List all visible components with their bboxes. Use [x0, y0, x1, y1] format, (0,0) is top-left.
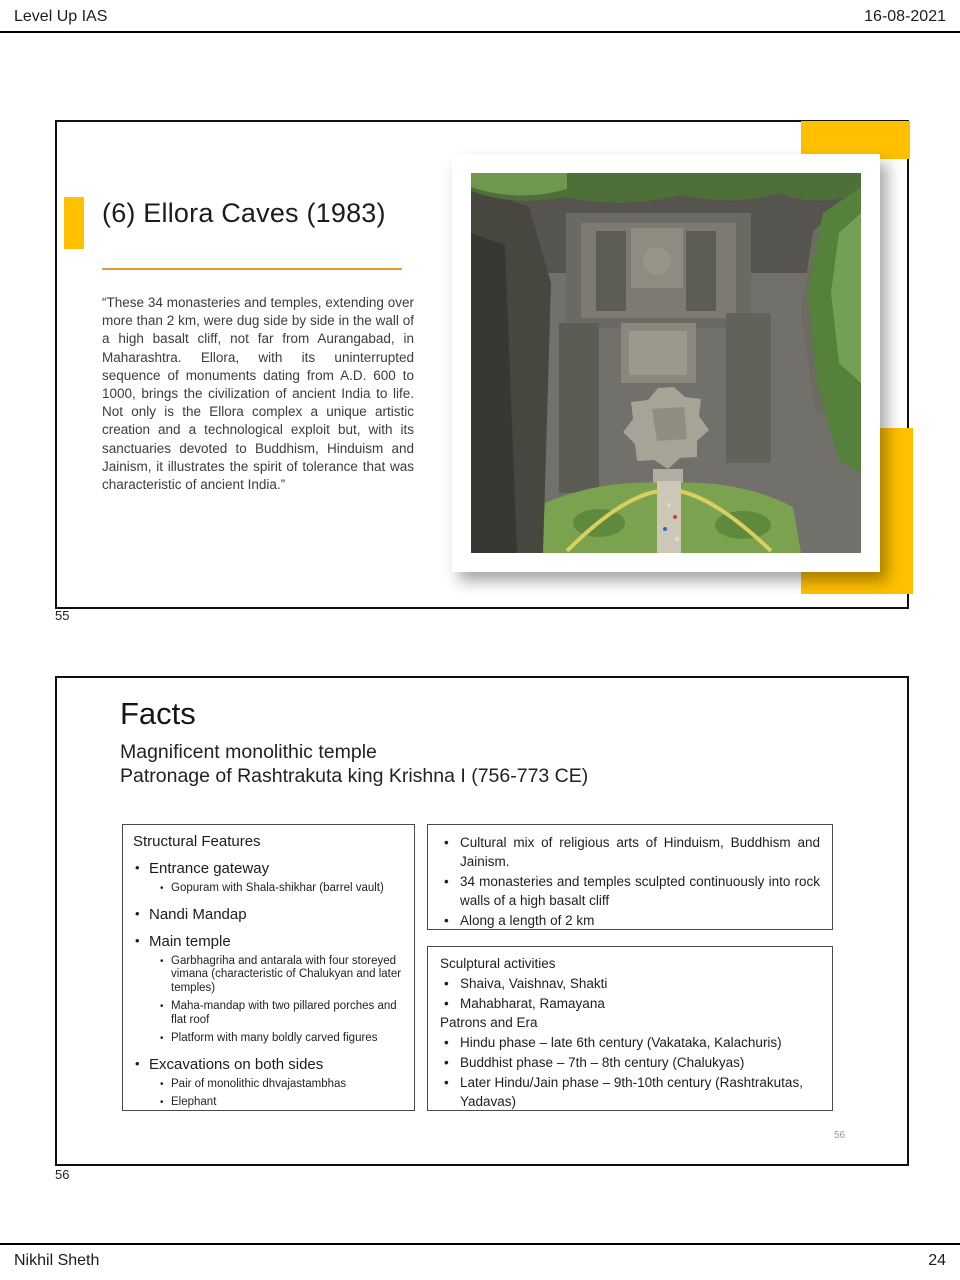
- sculptural-heading: Sculptural activities: [440, 956, 556, 971]
- footer-divider: [0, 1243, 960, 1245]
- ellora-aerial-photo: [471, 173, 861, 553]
- list-item: • Nandi Mandap: [133, 906, 404, 923]
- overview-list: [440, 833, 820, 930]
- footer-author: Nikhil Sheth: [14, 1252, 100, 1269]
- footer-page-number: 24: [928, 1252, 946, 1269]
- header-date: 16-08-2021: [864, 8, 946, 25]
- sculptural-activities-box: [427, 946, 833, 1111]
- structural-features-heading: Structural Features: [133, 833, 261, 850]
- unesco-quote-text: “These 34 monasteries and temples, extending over more than 2 km, were dug side by side in the wall of a high basalt cliff, not far from Aurangabad, in Maharashtra. Ellora, with its uninterrupted sequence of monuments dating from A.D. 600 to 1000, brings the civilization of ancient India to life. Not only is the Ellora complex a unique artistic creation and a technological exploit but, with its sanctuaries devoted to Buddhism, Hinduism and Jainism, it illustrates the spirit of tolerance that was characteristic of ancient India.”: [102, 295, 414, 493]
- slide-ellora-caves: [55, 120, 909, 609]
- slide-55-page-number: 55: [55, 608, 70, 623]
- title-accent-bar: [64, 197, 84, 249]
- list-item: • Garbhagriha and antarala with four storeyed vimana (characteristic of Chalukyan and later temples): [157, 955, 404, 996]
- patrons-era-heading: Patrons and Era: [440, 1015, 538, 1030]
- slide-title: (6) Ellora Caves (1983): [102, 198, 386, 228]
- list-item: • Mahabharat, Ramayana: [440, 994, 820, 1013]
- facts-title: Facts: [120, 696, 196, 731]
- patrons-era-list: [440, 1033, 820, 1111]
- list-item: • Elephant: [157, 1096, 404, 1110]
- temple-structures: [559, 213, 771, 497]
- list-item: • Later Hindu/Jain phase – 9th-10th century (Rashtrakutas, Yadavas): [440, 1073, 820, 1111]
- overview-box: [427, 824, 833, 930]
- list-item: • Platform with many boldly carved figures: [157, 1032, 404, 1046]
- header-title: Level Up IAS: [14, 8, 108, 25]
- title-underline: [102, 268, 402, 270]
- slide-corner-number: 56: [834, 1130, 846, 1141]
- list-item: • 34 monasteries and temples sculpted continuously into rock walls of a high basalt cliff: [440, 872, 820, 910]
- structural-features-list: [133, 860, 404, 1110]
- slide-facts: [55, 676, 909, 1166]
- list-item: • Maha-mandap with two pillared porches and flat roof: [157, 1000, 404, 1027]
- list-item: • Entrance gateway: [133, 860, 404, 877]
- photo-card: [452, 154, 880, 572]
- list-item: • Buddhist phase – 7th – 8th century (Chalukyas): [440, 1053, 820, 1072]
- list-item: • Cultural mix of religious arts of Hinduism, Buddhism and Jainism.: [440, 833, 820, 871]
- list-item: • Hindu phase – late 6th century (Vakataka, Kalachuris): [440, 1033, 820, 1052]
- sculptural-list: [440, 974, 820, 1013]
- list-item: • Main temple: [133, 933, 404, 950]
- list-item: • Pair of monolithic dhvajastambhas: [157, 1078, 404, 1092]
- list-item: • Shaiva, Vaishnav, Shakti: [440, 974, 820, 993]
- list-item: • Excavations on both sides: [133, 1056, 404, 1073]
- facts-subtitle-2: Patronage of Rashtrakuta king Krishna I (756-773 CE): [120, 765, 589, 787]
- list-item: • Gopuram with Shala-shikhar (barrel vault): [157, 882, 404, 896]
- structural-features-box: [122, 824, 415, 1111]
- facts-subtitle-1: Magnificent monolithic temple: [120, 741, 377, 763]
- list-item: • Along a length of 2 km: [440, 911, 820, 930]
- slide-56-page-number: 56: [55, 1167, 70, 1182]
- header-divider: [0, 31, 960, 33]
